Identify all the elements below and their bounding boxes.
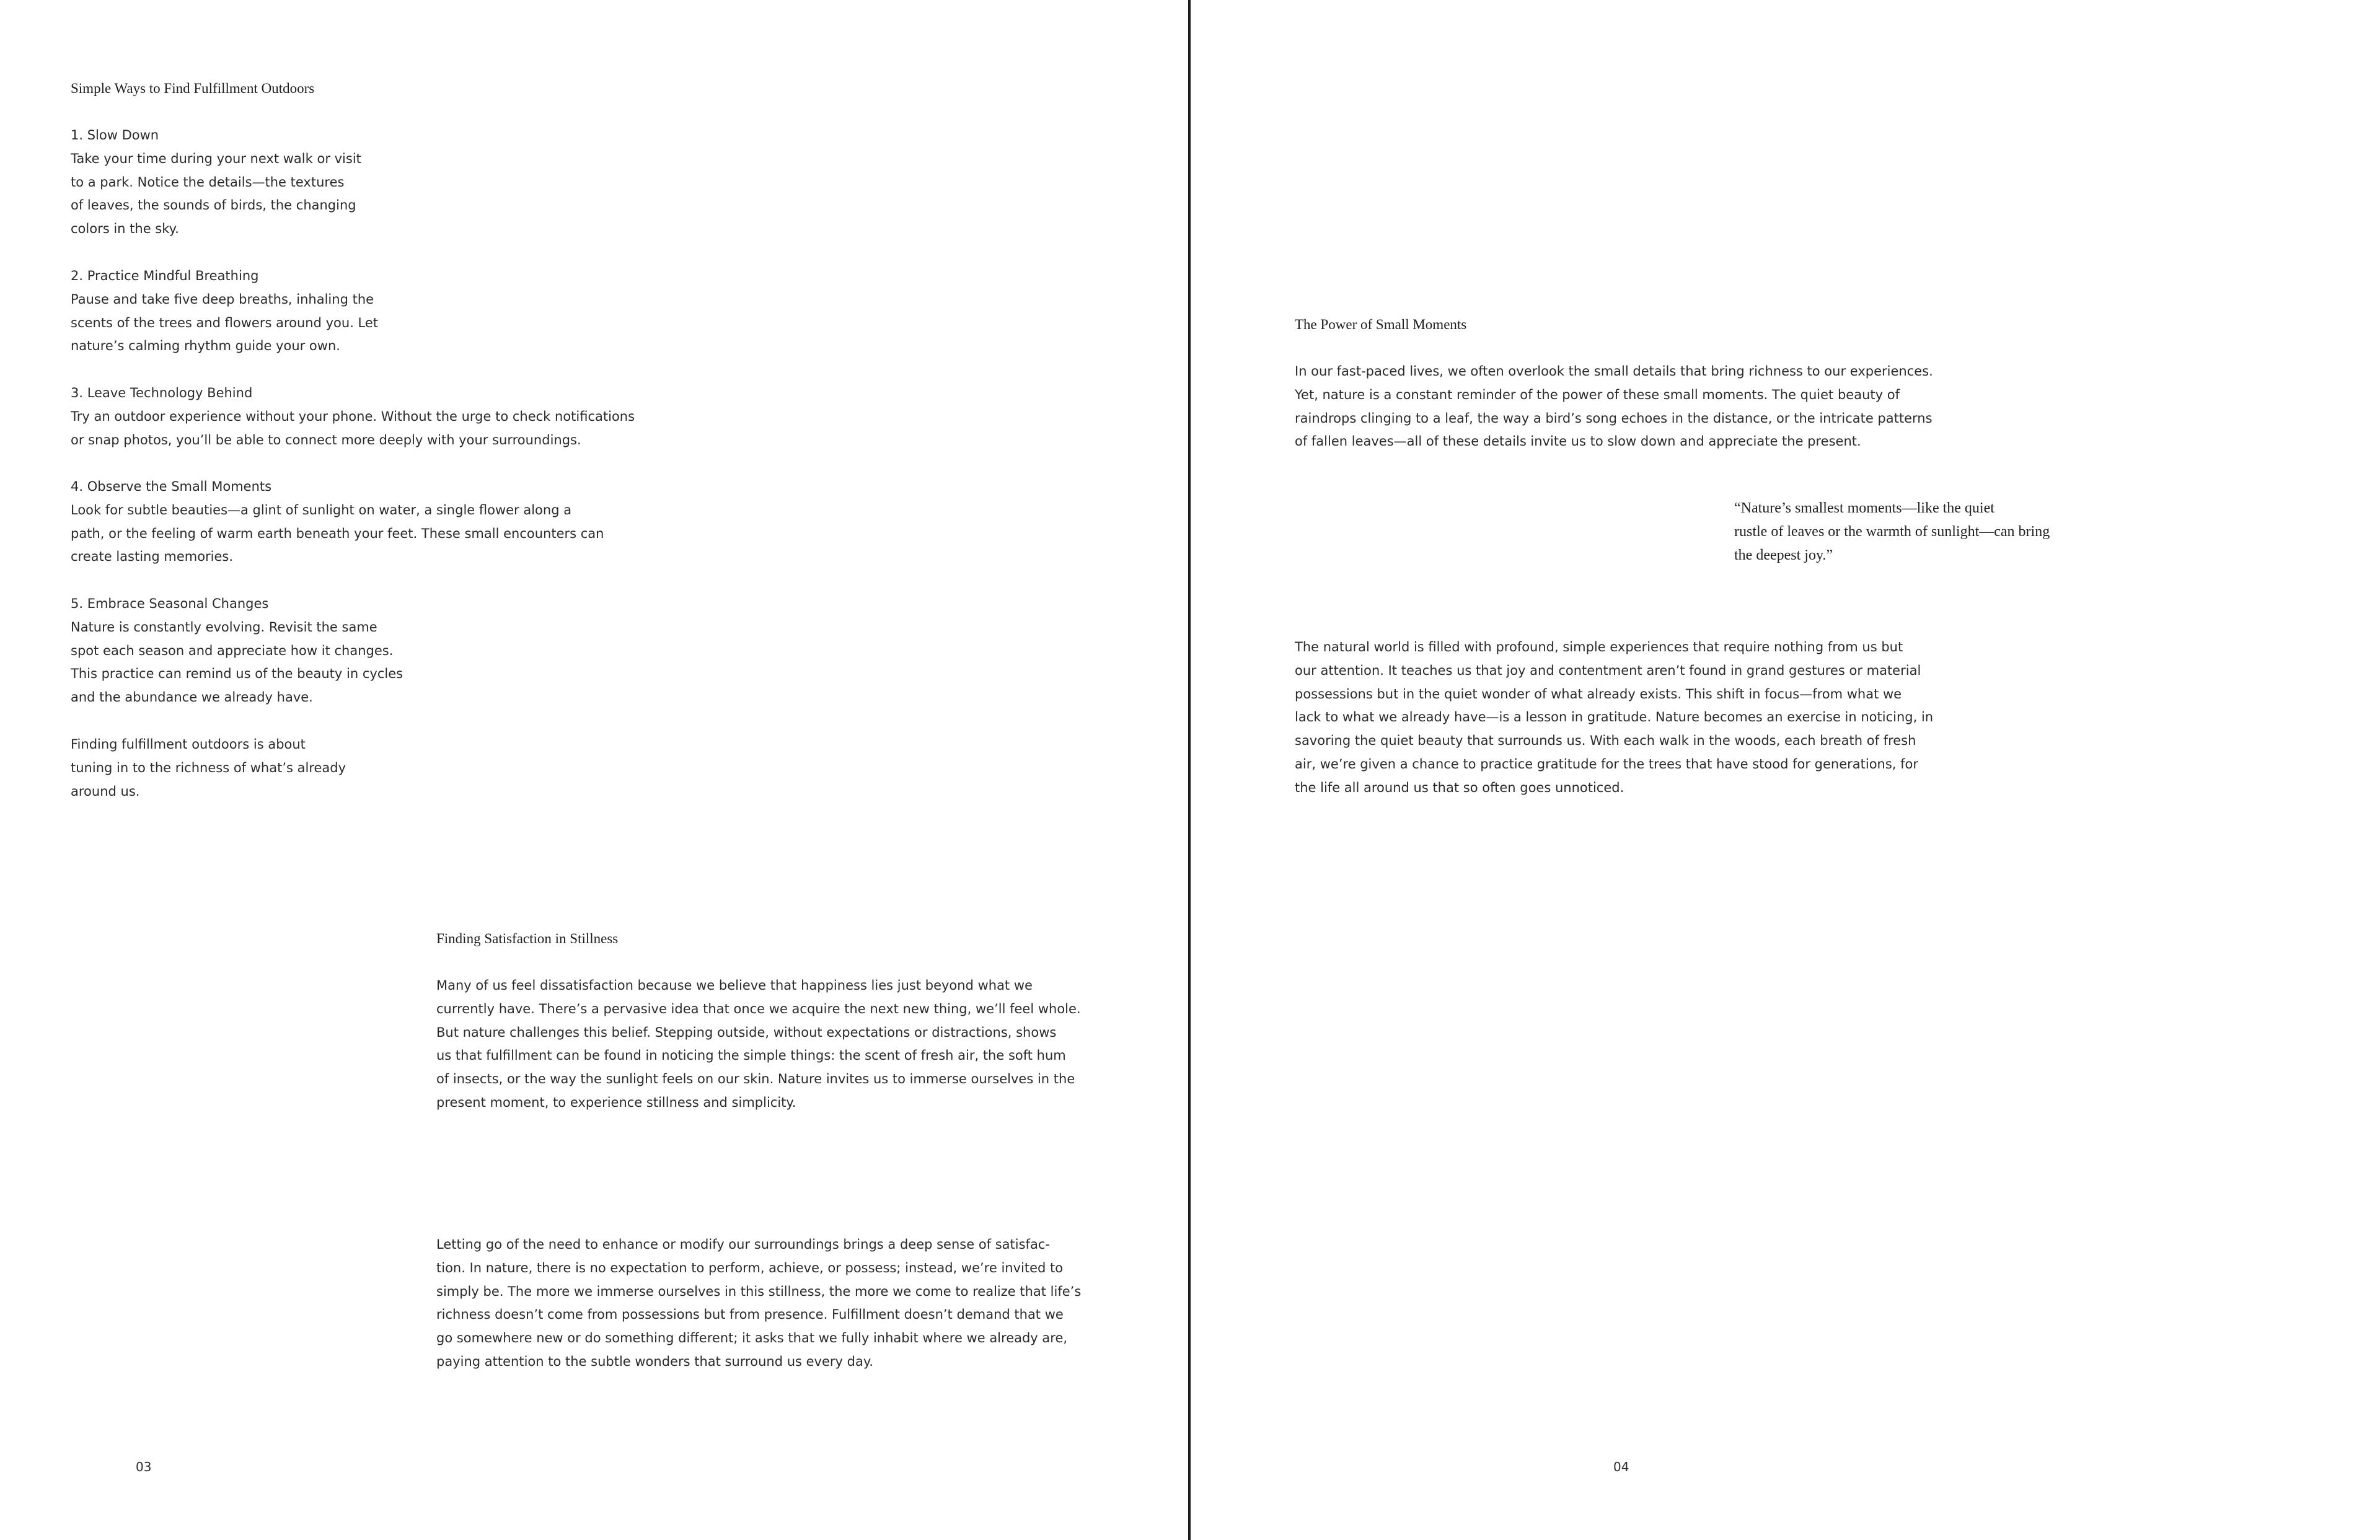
text-line: Nature is constantly evolving. Revisit the same [71, 619, 377, 635]
list-item-title: 4. Observe the Small Moments [71, 479, 272, 494]
left-page [0, 0, 1188, 1540]
text-line: possessions but in the quiet wonder of what already exists. This shift in focus—from what we [1295, 686, 1902, 702]
text-line: Many of us feel dissatisfaction because we believe that happiness lies just beyond what we [436, 978, 1033, 993]
small-moments-paragraph-1 [1295, 360, 1933, 454]
text-line: of leaves, the sounds of birds, the changing [71, 198, 356, 213]
list-item-slow-down [71, 124, 361, 241]
list-item-body [71, 147, 361, 241]
list-item-body [71, 405, 635, 452]
stillness-paragraph-2 [436, 1233, 1081, 1374]
text-line: or snap photos, you’ll be able to connect more deeply with your surroundings. [71, 432, 581, 447]
stillness-paragraph-1 [436, 974, 1081, 1115]
text-line: currently have. There’s a pervasive idea that once we acquire the next new thing, we’ll feel whole. [436, 1001, 1081, 1016]
list-item-small-moments [71, 475, 604, 569]
text-line: spot each season and appreciate how it changes. [71, 643, 394, 658]
text-line: The natural world is filled with profound, simple experiences that require nothing from us but [1295, 640, 1903, 654]
section-heading: Finding Satisfaction in Stillness [436, 931, 619, 946]
list-item-title: 3. Leave Technology Behind [71, 385, 253, 400]
text-line: simply be. The more we immerse ourselves in this stillness, the more we come to realize that life’s [436, 1283, 1082, 1299]
text-line: In our fast-paced lives, we often overlook the small details that bring richness to our experiences. [1295, 364, 1933, 379]
page-number: 03 [136, 1459, 152, 1474]
text-line: Yet, nature is a constant reminder of the power of these small moments. The quiet beauty of [1295, 387, 1900, 402]
text-line: scents of the trees and flowers around you. Let [71, 315, 379, 330]
section-heading: The Power of Small Moments [1295, 317, 1467, 332]
text-line: But nature challenges this belief. Stepping outside, without expectations or distractions, shows [436, 1024, 1057, 1040]
text-line: and the abundance we already have. [71, 690, 313, 705]
section-satisfaction-stillness [436, 927, 618, 951]
list-item-title: 2. Practice Mindful Breathing [71, 268, 259, 283]
text-line: air, we’re given a chance to practice gratitude for the trees that have stood for generations, for [1295, 756, 1919, 772]
text-line: tion. In nature, there is no expectation to perform, achieve, or possess; instead, we’re invited to [436, 1260, 1064, 1275]
text-line: Try an outdoor experience without your phone. Without the urge to check notifications [71, 408, 635, 424]
text-line: the life all around us that so often goes unnoticed. [1295, 780, 1624, 795]
text-line: to a park. Notice the details—the textures [71, 174, 345, 190]
quote-line: “Nature’s smallest moments—like the quiet [1734, 500, 1994, 516]
text-line: create lasting memories. [71, 549, 234, 565]
list-item-mindful-breathing [71, 265, 378, 358]
list-item-body [71, 499, 604, 569]
text-line: richness doesn’t come from possessions but from presence. Fulfillment doesn’t demand that we [436, 1307, 1064, 1322]
closing-paragraph-body [71, 733, 346, 803]
closing-paragraph [71, 733, 346, 803]
list-item-body [71, 616, 403, 710]
paragraph-body [1295, 636, 1933, 800]
pull-quote [1734, 497, 2050, 567]
small-moments-paragraph-2 [1295, 636, 1933, 800]
text-line: us that fulfillment can be found in noticing the simple things: the scent of fresh air, the soft hum [436, 1048, 1066, 1063]
text-line: lack to what we already have—is a lesson in gratitude. Nature becomes an exercise in noticing, in [1295, 710, 1934, 725]
paragraph-body [1295, 360, 1933, 454]
text-line: our attention. It teaches us that joy and contentment aren’t found in grand gestures or material [1295, 662, 1921, 678]
paragraph-body [436, 974, 1081, 1115]
text-line: Finding fulfillment outdoors is about [71, 737, 306, 752]
text-line: of fallen leaves—all of these details invite us to slow down and appreciate the present. [1295, 434, 1861, 449]
section-fulfillment-outdoors [71, 77, 314, 100]
right-page [1191, 0, 2380, 1540]
page-number: 04 [1613, 1459, 1629, 1474]
text-line: paying attention to the subtle wonders that surround us every day. [436, 1353, 873, 1369]
text-line: savoring the quiet beauty that surrounds us. With each walk in the woods, each breath of fresh [1295, 733, 1916, 749]
list-item-leave-technology [71, 382, 635, 452]
section-heading: Simple Ways to Find Fulfillment Outdoors [71, 81, 315, 96]
quote-line: rustle of leaves or the warmth of sunlight—can bring [1734, 523, 2050, 540]
text-line: path, or the feeling of warm earth beneath your feet. These small encounters can [71, 526, 604, 541]
text-line: go somewhere new or do something different; it asks that we fully inhabit where we already are, [436, 1331, 1068, 1346]
list-item-body [71, 288, 378, 358]
list-item-title: 1. Slow Down [71, 128, 159, 143]
text-line: present moment, to experience stillness and simplicity. [436, 1094, 796, 1110]
text-line: Letting go of the need to enhance or modify our surroundings brings a deep sense of satisfac- [436, 1237, 1050, 1252]
text-line: colors in the sky. [71, 221, 179, 237]
pull-quote-body [1734, 497, 2050, 567]
text-line: This practice can remind us of the beauty in cycles [71, 666, 403, 682]
list-item-seasonal-changes [71, 592, 403, 710]
section-power-small-moments [1295, 313, 1466, 337]
text-line: nature’s calming rhythm guide your own. [71, 338, 340, 354]
text-line: Take your time during your next walk or visit [71, 151, 361, 166]
text-line: of insects, or the way the sunlight feels on our skin. Nature invites us to immerse ourselves in the [436, 1071, 1075, 1087]
text-line: around us. [71, 783, 140, 799]
text-line: Look for subtle beauties—a glint of sunlight on water, a single flower along a [71, 502, 572, 517]
quote-line: the deepest joy.” [1734, 547, 1833, 563]
text-line: tuning in to the richness of what’s already [71, 760, 346, 775]
list-item-title: 5. Embrace Seasonal Changes [71, 596, 269, 611]
text-line: Pause and take five deep breaths, inhaling the [71, 291, 374, 307]
paragraph-body [436, 1233, 1081, 1374]
text-line: raindrops clinging to a leaf, the way a bird’s song echoes in the distance, or the intricate patterns [1295, 410, 1933, 426]
